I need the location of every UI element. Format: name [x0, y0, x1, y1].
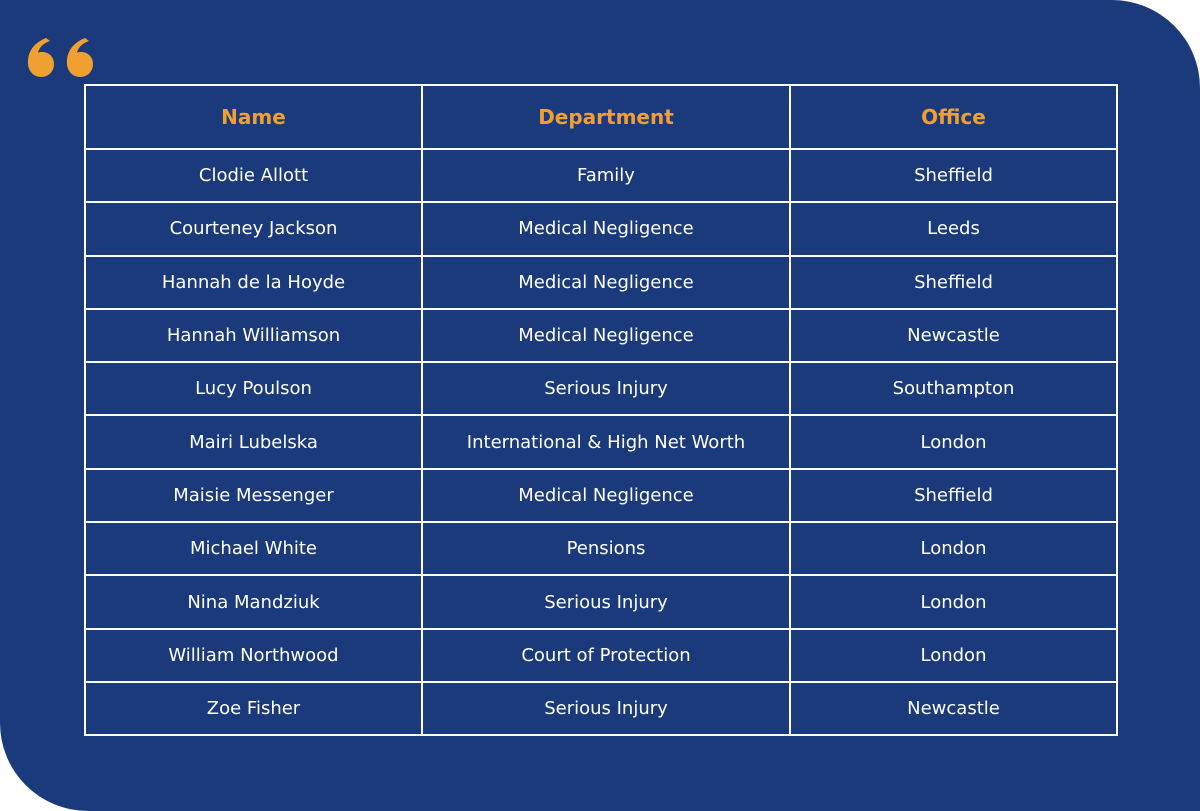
cell-department: Medical Negligence	[422, 469, 790, 522]
table-row	[85, 256, 1117, 309]
cell-name: Zoe Fisher	[85, 682, 422, 735]
table-row	[85, 415, 1117, 468]
cell-office: Newcastle	[790, 682, 1117, 735]
cell-office: Sheffield	[790, 256, 1117, 309]
table-row	[85, 575, 1117, 628]
cell-office: Newcastle	[790, 309, 1117, 362]
cell-department: Court of Protection	[422, 629, 790, 682]
cell-office: London	[790, 629, 1117, 682]
cell-name: Hannah de la Hoyde	[85, 256, 422, 309]
cell-department: Medical Negligence	[422, 256, 790, 309]
table-header-row	[85, 85, 1117, 149]
cell-office: London	[790, 415, 1117, 468]
cell-name: Mairi Lubelska	[85, 415, 422, 468]
people-table	[84, 84, 1118, 736]
cell-name: Maisie Messenger	[85, 469, 422, 522]
cell-office: Leeds	[790, 202, 1117, 255]
table-row	[85, 149, 1117, 202]
cell-department: Family	[422, 149, 790, 202]
cell-name: Lucy Poulson	[85, 362, 422, 415]
table-row	[85, 682, 1117, 735]
cell-department: Medical Negligence	[422, 202, 790, 255]
cell-office: Sheffield	[790, 469, 1117, 522]
table-row	[85, 309, 1117, 362]
table-row	[85, 522, 1117, 575]
cell-department: Medical Negligence	[422, 309, 790, 362]
table-row	[85, 362, 1117, 415]
column-header-department: Department	[422, 85, 790, 149]
column-header-office: Office	[790, 85, 1117, 149]
cell-department: International & High Net Worth	[422, 415, 790, 468]
cell-name: Nina Mandziuk	[85, 575, 422, 628]
cell-name: Clodie Allott	[85, 149, 422, 202]
cell-office: London	[790, 522, 1117, 575]
cell-name: Courteney Jackson	[85, 202, 422, 255]
cell-department: Serious Injury	[422, 682, 790, 735]
table-row	[85, 202, 1117, 255]
cell-department: Serious Injury	[422, 575, 790, 628]
cell-office: Sheffield	[790, 149, 1117, 202]
opening-quote-icon	[26, 34, 102, 78]
column-header-name: Name	[85, 85, 422, 149]
cell-office: Southampton	[790, 362, 1117, 415]
table-row	[85, 629, 1117, 682]
cell-department: Serious Injury	[422, 362, 790, 415]
table-row	[85, 469, 1117, 522]
cell-name: Michael White	[85, 522, 422, 575]
cell-name: Hannah Williamson	[85, 309, 422, 362]
cell-office: London	[790, 575, 1117, 628]
cell-department: Pensions	[422, 522, 790, 575]
cell-name: William Northwood	[85, 629, 422, 682]
